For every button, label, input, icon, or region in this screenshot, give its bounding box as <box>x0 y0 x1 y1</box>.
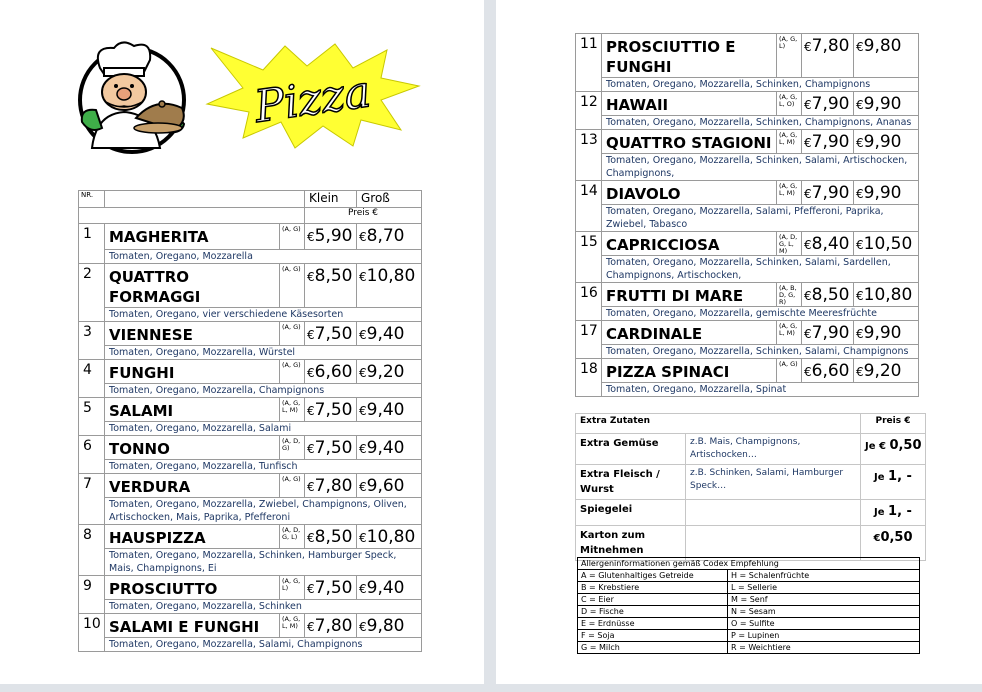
item-name: TONNO <box>105 436 280 460</box>
item-description: Tomaten, Oregano, Mozzarella, Schinken, Salami, Champignons <box>602 345 919 359</box>
extra-description: z.B. Mais, Champignons, Artischocken… <box>686 434 861 465</box>
item-number: 4 <box>79 360 105 398</box>
price-value-gross: 9,80 <box>366 616 405 636</box>
allergen-code: M = Senf <box>728 594 920 606</box>
item-allergens: (A, D, G) <box>280 436 305 460</box>
price-gross <box>854 359 919 383</box>
price-value-klein: 7,50 <box>314 578 353 598</box>
price-klein <box>802 232 854 256</box>
item-name: HAWAII <box>602 92 777 116</box>
item-allergens: (A, G) <box>777 359 802 383</box>
menu-item-row <box>79 436 422 460</box>
extra-price <box>861 434 926 465</box>
item-number: 15 <box>576 232 602 283</box>
price-value-gross: 9,40 <box>366 438 405 458</box>
item-allergens: (A, G, L, M) <box>280 398 305 422</box>
euro-sign: € <box>359 404 367 418</box>
item-name: QUATTRO STAGIONI <box>602 130 777 154</box>
price-value-gross: 10,80 <box>366 266 416 286</box>
price-gross <box>357 398 422 422</box>
allergen-row <box>578 630 920 642</box>
item-description: Tomaten, Oregano, Mozzarella, Salami <box>105 422 422 436</box>
euro-sign: € <box>804 136 812 150</box>
euro-sign: € <box>856 136 864 150</box>
item-number: 14 <box>576 181 602 232</box>
euro-sign: € <box>359 270 367 284</box>
item-number: 12 <box>576 92 602 130</box>
price-value-gross: 9,80 <box>863 36 902 56</box>
price-klein <box>305 474 357 498</box>
euro-sign: € <box>856 365 864 379</box>
allergen-row <box>578 594 920 606</box>
price-value-klein: 5,90 <box>314 226 353 246</box>
menu-item-desc-row <box>79 460 422 474</box>
euro-sign: € <box>307 480 315 494</box>
menu-item-row <box>79 322 422 346</box>
extra-price <box>861 500 926 526</box>
price-klein <box>802 181 854 205</box>
price-klein <box>802 359 854 383</box>
item-description: Tomaten, Oregano, Mozzarella, Schinken, Champignons <box>602 78 919 92</box>
header-gross: Groß <box>357 191 422 208</box>
price-value-gross: 9,90 <box>863 94 902 114</box>
menu-item-row <box>576 92 919 116</box>
item-description: Tomaten, Oregano, vier verschiedene Käsesorten <box>105 308 422 322</box>
allergen-code: H = Schalenfrüchte <box>728 570 920 582</box>
allergen-row <box>578 582 920 594</box>
extra-name: Extra Fleisch / Wurst <box>576 465 686 500</box>
price-value-klein: 7,90 <box>811 132 850 152</box>
item-name: SALAMI <box>105 398 280 422</box>
price-value-klein: 8,50 <box>314 527 353 547</box>
extra-row <box>576 465 926 500</box>
item-description: Tomaten, Oregano, Mozzarella, Tunfisch <box>105 460 422 474</box>
euro-sign: € <box>804 365 812 379</box>
item-name: DIAVOLO <box>602 181 777 205</box>
item-allergens: (A, G) <box>280 264 305 308</box>
price-value-gross: 9,20 <box>366 362 405 382</box>
item-allergens: (A, G) <box>280 474 305 498</box>
item-number: 17 <box>576 321 602 359</box>
allergen-code: L = Sellerie <box>728 582 920 594</box>
menu-item-row <box>576 359 919 383</box>
pizza-starburst-logo <box>203 42 425 150</box>
item-name: HAUSPIZZA <box>105 525 280 549</box>
price-value-klein: 7,50 <box>314 324 353 344</box>
item-number: 2 <box>79 264 105 322</box>
item-name: PIZZA SPINACI <box>602 359 777 383</box>
item-allergens: (A, G, L, M) <box>280 614 305 638</box>
extra-row <box>576 500 926 526</box>
price-klein <box>305 360 357 384</box>
price-value-gross: 9,60 <box>366 476 405 496</box>
euro-sign: € <box>804 98 812 112</box>
menu-item-row <box>79 224 422 250</box>
euro-sign: € <box>359 366 367 380</box>
menu-item-desc-row <box>576 345 919 359</box>
item-allergens: (A, D, G, L) <box>280 525 305 549</box>
item-description: Tomaten, Oregano, Mozzarella, Zwiebel, Champignons, Oliven, Artischocken, Mais, Paprika, Pfefferoni <box>105 498 422 525</box>
extra-price-value: 1, - <box>888 469 912 484</box>
item-description: Tomaten, Oregano, Mozzarella, Schinken, Salami, Sardellen, Champignons, Artischocken, <box>602 256 919 283</box>
price-klein <box>305 525 357 549</box>
price-gross <box>854 321 919 345</box>
menu-item-desc-row <box>79 346 422 360</box>
item-description: Tomaten, Oregano, Mozzarella, Schinken, Hamburger Speck, Mais, Champignons, Ei <box>105 549 422 576</box>
price-value-klein: 8,50 <box>314 266 353 286</box>
price-klein <box>802 34 854 78</box>
price-value-klein: 6,60 <box>314 362 353 382</box>
item-allergens: (A, G) <box>280 224 305 250</box>
price-klein <box>305 614 357 638</box>
euro-sign: € <box>307 230 315 244</box>
extra-price-value: 0,50 <box>880 530 913 545</box>
item-name: CAPRICCIOSA <box>602 232 777 256</box>
allergen-table <box>577 557 920 654</box>
menu-item-row <box>79 264 422 308</box>
chef-logo-icon <box>62 38 192 158</box>
menu-item-row <box>576 283 919 307</box>
item-name: FRUTTI DI MARE <box>602 283 777 307</box>
price-value-klein: 7,90 <box>811 94 850 114</box>
price-value-klein: 7,80 <box>314 616 353 636</box>
price-value-gross: 9,40 <box>366 578 405 598</box>
price-value-gross: 9,40 <box>366 324 405 344</box>
menu-item-desc-row <box>576 205 919 232</box>
item-allergens: (A, G, L, M) <box>777 130 802 154</box>
price-value-klein: 8,40 <box>811 234 850 254</box>
euro-sign: € <box>804 187 812 201</box>
price-gross <box>357 224 422 250</box>
item-allergens: (A, G, L, O) <box>777 92 802 116</box>
extra-toppings-table <box>575 413 926 561</box>
euro-sign: € <box>856 98 864 112</box>
menu-item-desc-row <box>79 250 422 264</box>
item-name: CARDINALE <box>602 321 777 345</box>
allergen-code: F = Soja <box>578 630 728 642</box>
pizza-logo-text: Pizza <box>251 66 374 133</box>
allergen-row <box>578 618 920 630</box>
euro-sign: € <box>359 620 367 634</box>
item-number: 3 <box>79 322 105 360</box>
header-klein: Klein <box>305 191 357 208</box>
price-klein <box>305 322 357 346</box>
price-value-klein: 7,50 <box>314 400 353 420</box>
allergen-code: P = Lupinen <box>728 630 920 642</box>
price-gross <box>854 232 919 256</box>
item-name: QUATTRO FORMAGGI <box>105 264 280 308</box>
price-value-gross: 9,40 <box>366 400 405 420</box>
item-name: MAGHERITA <box>105 224 280 250</box>
extra-description <box>686 500 861 526</box>
menu-item-row <box>79 525 422 549</box>
page-gutter <box>484 0 496 692</box>
item-number: 11 <box>576 34 602 92</box>
euro-sign: € <box>359 442 367 456</box>
pizza-menu-table-left <box>78 190 422 652</box>
menu-item-desc-row <box>576 78 919 92</box>
header-nr: NR. <box>79 191 105 208</box>
item-description: Tomaten, Oregano, Mozzarella, Schinken, Salami, Artischocken, Champignons, <box>602 154 919 181</box>
price-gross <box>854 181 919 205</box>
euro-sign: € <box>804 40 812 54</box>
item-number: 7 <box>79 474 105 525</box>
menu-item-row <box>576 130 919 154</box>
item-name: SALAMI E FUNGHI <box>105 614 280 638</box>
euro-sign: € <box>856 187 864 201</box>
extra-price-value: 0,50 <box>889 438 922 453</box>
item-description: Tomaten, Oregano, Mozzarella, Schinken <box>105 600 422 614</box>
price-value-klein: 7,90 <box>811 323 850 343</box>
euro-sign: € <box>359 230 367 244</box>
menu-item-row <box>79 614 422 638</box>
allergen-code: N = Sesam <box>728 606 920 618</box>
item-allergens: (A, G, L) <box>777 34 802 78</box>
allergen-code: A = Glutenhaltiges Getreide <box>578 570 728 582</box>
euro-sign: € <box>856 40 864 54</box>
price-klein <box>802 130 854 154</box>
price-value-klein: 7,80 <box>314 476 353 496</box>
price-value-klein: 8,50 <box>811 285 850 305</box>
price-gross <box>357 576 422 600</box>
extra-row <box>576 526 926 561</box>
euro-sign: € <box>856 238 864 252</box>
item-number: 8 <box>79 525 105 576</box>
extra-price-prefix: Je € <box>865 441 890 452</box>
extra-price-value: 1, - <box>888 504 912 519</box>
price-gross <box>357 525 422 549</box>
allergen-code: D = Fische <box>578 606 728 618</box>
euro-sign: € <box>307 442 315 456</box>
price-value-gross: 10,50 <box>863 234 913 254</box>
euro-sign: € <box>307 404 315 418</box>
price-value-klein: 7,50 <box>314 438 353 458</box>
item-description: Tomaten, Oregano, Mozzarella, Salami, Pfefferoni, Paprika, Zwiebel, Tabasco <box>602 205 919 232</box>
price-klein <box>802 92 854 116</box>
header-preis: Preis € <box>305 208 422 224</box>
item-description: Tomaten, Oregano, Mozzarella, Würstel <box>105 346 422 360</box>
pizza-menu-table-right <box>575 33 919 397</box>
menu-item-desc-row <box>576 154 919 181</box>
allergen-code: G = Milch <box>578 642 728 654</box>
price-value-gross: 10,80 <box>863 285 913 305</box>
item-number: 5 <box>79 398 105 436</box>
price-gross <box>854 92 919 116</box>
item-allergens: (A, D, G, L, M) <box>777 232 802 256</box>
extra-price <box>861 526 926 561</box>
extra-price-prefix: Je <box>874 472 889 483</box>
allergen-row <box>578 606 920 618</box>
extra-description <box>686 526 861 561</box>
price-value-gross: 9,20 <box>863 361 902 381</box>
price-gross <box>357 322 422 346</box>
extra-name: Extra Gemüse <box>576 434 686 465</box>
euro-sign: € <box>307 582 315 596</box>
menu-item-row <box>576 181 919 205</box>
price-gross <box>357 360 422 384</box>
item-name: VIENNESE <box>105 322 280 346</box>
price-klein <box>802 283 854 307</box>
extra-price-prefix: € <box>873 533 881 544</box>
item-number: 6 <box>79 436 105 474</box>
euro-sign: € <box>307 531 315 545</box>
price-value-gross: 9,90 <box>863 323 902 343</box>
euro-sign: € <box>307 366 315 380</box>
header-blank-2 <box>79 208 305 224</box>
item-allergens: (A, G, L, M) <box>777 181 802 205</box>
euro-sign: € <box>359 582 367 596</box>
euro-sign: € <box>856 327 864 341</box>
item-description: Tomaten, Oregano, Mozzarella <box>105 250 422 264</box>
item-description: Tomaten, Oregano, Mozzarella, gemischte Meeresfrüchte <box>602 307 919 321</box>
price-value-gross: 9,90 <box>863 132 902 152</box>
euro-sign: € <box>359 531 367 545</box>
item-number: 13 <box>576 130 602 181</box>
menu-item-desc-row <box>79 638 422 652</box>
extra-name: Spiegelei <box>576 500 686 526</box>
menu-item-row <box>79 576 422 600</box>
extra-price <box>861 465 926 500</box>
menu-item-desc-row <box>79 384 422 398</box>
item-name: PROSCIUTTO <box>105 576 280 600</box>
menu-item-row <box>576 321 919 345</box>
allergen-row <box>578 642 920 654</box>
allergen-code: R = Weichtiere <box>728 642 920 654</box>
item-description: Tomaten, Oregano, Mozzarella, Spinat <box>602 383 919 397</box>
menu-item-row <box>576 34 919 78</box>
price-gross <box>854 130 919 154</box>
menu-item-desc-row <box>576 307 919 321</box>
extra-description: z.B. Schinken, Salami, Hamburger Speck… <box>686 465 861 500</box>
item-allergens: (A, G) <box>280 322 305 346</box>
extra-price-prefix: Je <box>874 507 889 518</box>
menu-item-desc-row <box>576 256 919 283</box>
item-number: 10 <box>79 614 105 652</box>
price-gross <box>357 614 422 638</box>
extra-row <box>576 434 926 465</box>
extra-name: Karton zum Mitnehmen <box>576 526 686 561</box>
item-description: Tomaten, Oregano, Mozzarella, Champignons <box>105 384 422 398</box>
allergen-row <box>578 570 920 582</box>
price-value-klein: 7,90 <box>811 183 850 203</box>
euro-sign: € <box>856 289 864 303</box>
euro-sign: € <box>804 327 812 341</box>
price-value-gross: 10,80 <box>366 527 416 547</box>
item-allergens: (A, G, L, M) <box>777 321 802 345</box>
price-gross <box>854 283 919 307</box>
euro-sign: € <box>804 238 812 252</box>
allergen-title: Allergeninformationen gemäß Codex Empfehlung <box>578 558 920 570</box>
price-klein <box>305 576 357 600</box>
item-allergens: (A, B, D, G, R) <box>777 283 802 307</box>
menu-item-row <box>79 360 422 384</box>
price-gross <box>357 264 422 308</box>
menu-item-desc-row <box>79 308 422 322</box>
price-klein <box>305 436 357 460</box>
menu-item-row <box>576 232 919 256</box>
euro-sign: € <box>307 270 315 284</box>
item-number: 16 <box>576 283 602 321</box>
price-klein <box>802 321 854 345</box>
item-number: 9 <box>79 576 105 614</box>
price-value-gross: 8,70 <box>366 226 405 246</box>
menu-item-desc-row <box>576 383 919 397</box>
allergen-code: O = Sulfite <box>728 618 920 630</box>
euro-sign: € <box>804 289 812 303</box>
item-name: PROSCIUTTIO E FUNGHI <box>602 34 777 78</box>
menu-item-desc-row <box>576 116 919 130</box>
euro-sign: € <box>307 620 315 634</box>
extras-title: Extra Zutaten <box>576 414 861 434</box>
price-klein <box>305 224 357 250</box>
allergen-code: B = Krebstiere <box>578 582 728 594</box>
allergen-code: E = Erdnüsse <box>578 618 728 630</box>
euro-sign: € <box>359 328 367 342</box>
price-gross <box>854 34 919 78</box>
price-gross <box>357 474 422 498</box>
menu-item-desc-row <box>79 422 422 436</box>
item-name: FUNGHI <box>105 360 280 384</box>
item-allergens: (A, G, L) <box>280 576 305 600</box>
item-allergens: (A, G) <box>280 360 305 384</box>
item-name: VERDURA <box>105 474 280 498</box>
menu-item-row <box>79 398 422 422</box>
item-number: 1 <box>79 224 105 264</box>
menu-item-desc-row <box>79 549 422 576</box>
menu-item-row <box>79 474 422 498</box>
item-number: 18 <box>576 359 602 397</box>
euro-sign: € <box>307 328 315 342</box>
extras-price-header: Preis € <box>861 414 926 434</box>
price-klein <box>305 264 357 308</box>
price-gross <box>357 436 422 460</box>
header-blank <box>105 191 305 208</box>
euro-sign: € <box>359 480 367 494</box>
price-value-klein: 7,80 <box>811 36 850 56</box>
item-description: Tomaten, Oregano, Mozzarella, Schinken, Champignons, Ananas <box>602 116 919 130</box>
menu-item-desc-row <box>79 498 422 525</box>
allergen-code: C = Eier <box>578 594 728 606</box>
price-klein <box>305 398 357 422</box>
item-description: Tomaten, Oregano, Mozzarella, Salami, Champignons <box>105 638 422 652</box>
menu-item-desc-row <box>79 600 422 614</box>
price-value-klein: 6,60 <box>811 361 850 381</box>
price-value-gross: 9,90 <box>863 183 902 203</box>
